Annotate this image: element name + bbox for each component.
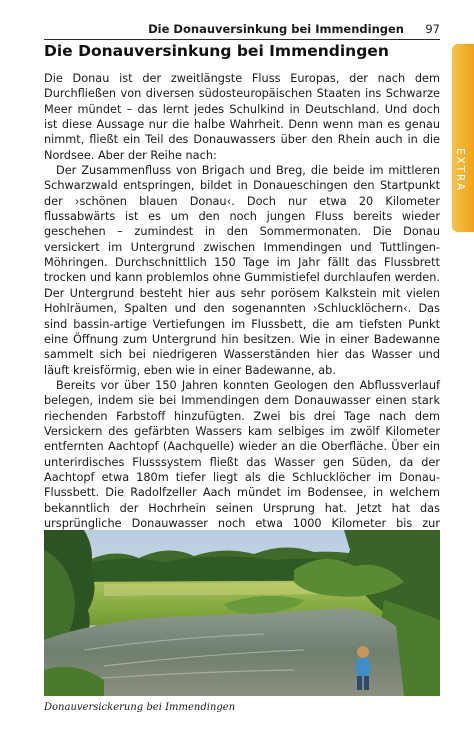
article-heading: Die Donauversinkung bei Immendingen <box>44 42 389 60</box>
river-photo <box>44 530 440 696</box>
paragraph-intro: Die Donau ist der zweitlängste Fluss Europas, der nach dem Durchfließen von diversen südosteuropäischen Staaten ins Schwarze Meer mündet – das lernt jedes Schulkind in Deutschland. Und doch ist diese Aussage nur die halbe Wahrheit. Denn wenn man es genau nimmt, fließt ein Teil des Donauwassers über den Rhein auch in die Nordsee. Aber der Reihe nach: <box>44 72 440 162</box>
section-tab-label: EXTRA <box>454 148 466 193</box>
paragraph-geology: Bereits vor über 150 Jahren konnten Geologen den Abflussverlauf belegen, indem sie bei Immendingen dem Donauwasser einen stark riechenden Farbstoff hinzufügten. Zwei bis drei Tage nach dem Versickern des gefärbten Wassers kam selbiges im zwölf Kilometer entfernten Aachtopf (Aachquelle) wieder an die Oberfläche. Über ein unterirdisches Flusssystem fließt das Wasser gen Süden, da der Aachtopf etwa 180m tiefer liegt als die Schlucklöcher im Donau-Flussbett. Die Radolfzeller Aach mündet im Bodensee, in welchem bekanntlich der Hochrhein seinen Ursprung hat. Jetzt hat das ursprüngliche Donauwasser noch etwa 1000 Kilometer bis zur <box>44 378 440 530</box>
photo-caption: Donauversickerung bei Immendingen <box>44 702 236 713</box>
running-head <box>44 21 440 40</box>
page-number: 97 <box>425 22 440 36</box>
running-head-title: Die Donauversinkung bei Immendingen <box>148 22 404 36</box>
section-tab <box>452 44 474 232</box>
paragraph-confluence: Der Zusammenfluss von Brigach und Breg, die beide im mittleren Schwarzwald entspringen, bildet in Donaueschingen den Startpunkt der ›schönen blauen Donau‹. Doch nur etwa 20 Kilometer flussabwärts ist es um den noch jungen Fluss bereits wieder geschehen – zumindest in den Sommermonaten. Die Donau versickert im Untergrund zwischen Immendingen und Tuttlingen-Möhringen. Durchschnittlich 150 Tage im Jahr fällt das Flussbrett trocken und kann problemlos ohne Gummistiefel durchlaufen werden. Der Untergrund besteht hier aus sehr porösem Kalkstein mit vielen Hohlräumen, Spalten und den sogenannten ›Schlucklöchern‹. Das sind bassin-artige Vertiefungen im Flussbett, die am tiefsten Punkt eine Öffnung zum Untergrund hin besitzen. Wie in einer Badewanne sammelt sich bei niedrigeren Wasserständen hier das Wasser und läuft kreisförmig, eben wie in einer Badewanne, ab. <box>44 164 440 377</box>
